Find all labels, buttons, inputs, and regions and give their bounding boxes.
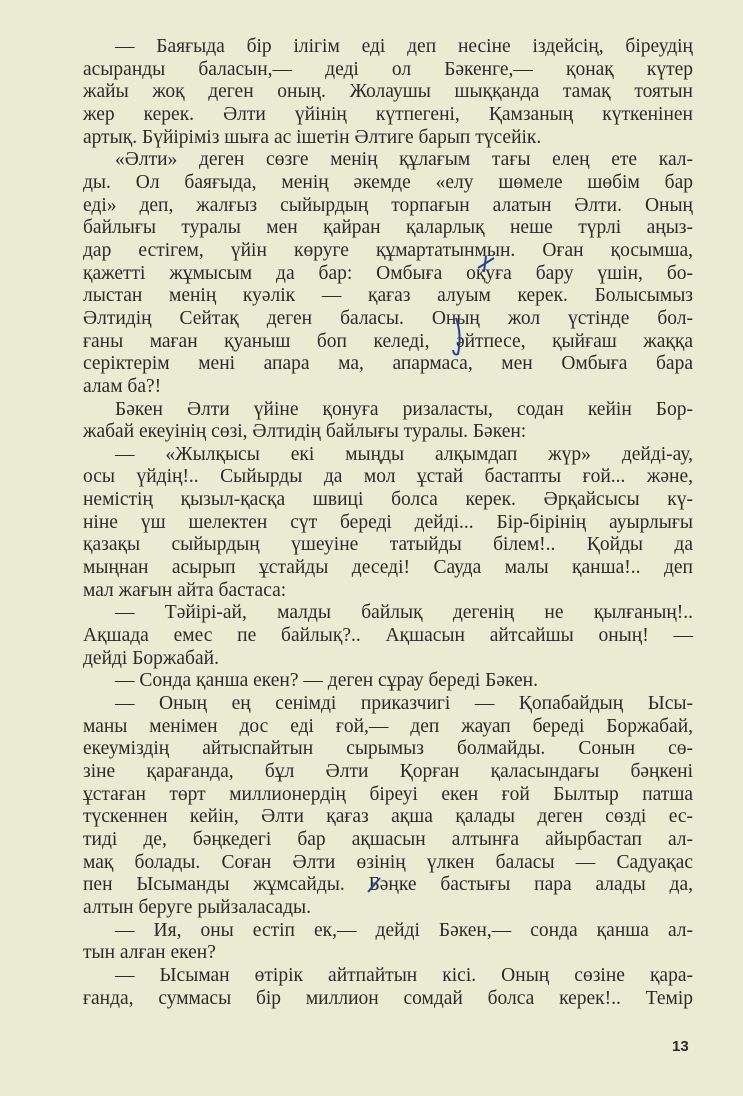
text-line: ніне үш шелектен сүт береді дейді... Бір-бірінің ауырлығы xyxy=(83,511,693,533)
text-line: Ақшада емес пе байлық?.. Ақшасын айтсайшы оның! — xyxy=(83,625,693,647)
page-number: 13 xyxy=(672,1038,689,1055)
text-line: ды. Ол баяғыда, менің әкемде «елу шөмеле шөбім бар xyxy=(83,171,693,193)
pen-mark-icon xyxy=(476,254,498,274)
text-line: тын алған екен? xyxy=(83,942,216,964)
text-line: жабай екеуінің сөзі, Әлтидің байлығы туралы. Бәкен: xyxy=(83,421,527,443)
page-body-text xyxy=(83,36,693,1010)
text-line: мақ болады. Соған Әлти өзінің үлкен баласы — Садуақас xyxy=(83,851,693,873)
text-line: мыңнан асырып ұстайды деседі! Сауда малы қанша!.. деп xyxy=(83,557,693,579)
text-line: серіктерім мені апара ма, апармаса, мен Омбыға бара xyxy=(83,353,693,375)
text-line: — Ысыман өтірік айтпайтын кісі. Оның сөзіне қара- xyxy=(115,964,693,986)
pen-bracket-icon xyxy=(452,316,466,358)
text-line: Әлтидің Сейтақ деген баласы. Оның жол үстінде бол- xyxy=(83,307,693,329)
text-line: дар естігем, үйін көруге құмартатынмын. Оған қосымша, xyxy=(83,239,693,261)
text-line: пен Ысыманды жұмсайды. Бәңке бастығы пара алады да, xyxy=(83,874,693,896)
text-line: мал жағын айта бастаса: xyxy=(83,579,287,601)
text-line: ғанда, суммасы бір миллион сомдай болса керек!.. Темір xyxy=(83,987,693,1009)
text-line: қазақы сыйырдың үшеуіне татыйды білем!.. Қойды да xyxy=(83,534,693,556)
text-line: зіне қарағанда, бұл Әлти Қорған қаласындағы бәңкені xyxy=(83,761,693,782)
text-line: «Әлти» деген сөзге менің құлағым тағы елең ете кал- xyxy=(115,149,693,171)
text-line: — Баяғыда бір ілігім еді деп несіне іздейсің, біреудің xyxy=(115,36,693,57)
text-line: артық. Бүйіріміз шыға ас ішетін Әлтиге барып түсейік. xyxy=(83,126,542,148)
text-line: ғаны маған қуаныш боп келеді, әйтпесе, қыйғаш жаққа xyxy=(83,330,693,352)
text-line: дейді Боржабай. xyxy=(83,647,219,669)
text-line: асыранды баласын,— деді ол Бәкенге,— қонақ күтер xyxy=(83,58,693,80)
text-line: — «Жылқысы екі мыңды алқымдап жүр» дейді-ау, xyxy=(115,443,693,465)
text-line: — Ия, оны естіп ек,— дейді Бәкен,— сонда қанша ал- xyxy=(115,919,693,941)
text-line: ұстаған төрт миллионердің біреуі екен ғой Былтыр патша xyxy=(83,783,693,805)
text-line: — Тәйірі-ай, малды байлық дегенің не қылғаның!.. xyxy=(115,602,693,624)
text-line: жайы жоқ деген оның. Жолаушы шыққанда тамақ тоятын xyxy=(83,81,693,103)
pen-mark-icon xyxy=(366,876,382,894)
text-line: лыстан менің куәлік — қағаз алуым керек. Болысымыз xyxy=(83,285,693,307)
text-line: алтын беруге рыйзаласады. xyxy=(83,896,311,918)
text-line: қажетті жұмысым да бар: Омбыға оқуға бару үшін, бо- xyxy=(83,262,693,284)
text-line: немістің қызыл-қасқа швиці болса керек. Әрқайсысы кү- xyxy=(83,489,693,511)
text-line: тиді де, бәңкедегі бар ақшасын алтынға айырбастап ал- xyxy=(83,828,693,850)
text-line: алам ба?! xyxy=(83,375,162,397)
text-line: — Сонда қанша екен? — деген сұрау береді Бәкен. xyxy=(115,670,538,692)
text-line: байлығы туралы мен қайран қаларлық неше түрлі аңыз- xyxy=(83,217,693,239)
text-line: осы үйдің!.. Сыйырды да мол ұстай бастапты ғой... және, xyxy=(83,466,693,488)
text-line: Бәкен Әлти үйіне қонуға ризаласты, содан кейін Бор- xyxy=(115,398,693,420)
text-line: түскеннен кейін, Әлти қағаз ақша қалады деген сөзді ес- xyxy=(83,806,693,828)
text-line: — Оның ең сенімді приказчигі — Қопабайдың Ысы- xyxy=(115,693,693,715)
text-line: еді» деп, жалғыз сыйырдың торпағын алатын Әлти. Оның xyxy=(83,194,693,216)
text-line: екеуміздің айтыспайтын сырымыз болмайды. Сонын сө- xyxy=(83,738,693,760)
text-line: маны менімен дос еді ғой,— деп жауап береді Боржабай, xyxy=(83,715,693,737)
text-line: жер керек. Әлти үйінің күтпегені, Қамзаның күткенінен xyxy=(83,103,693,125)
